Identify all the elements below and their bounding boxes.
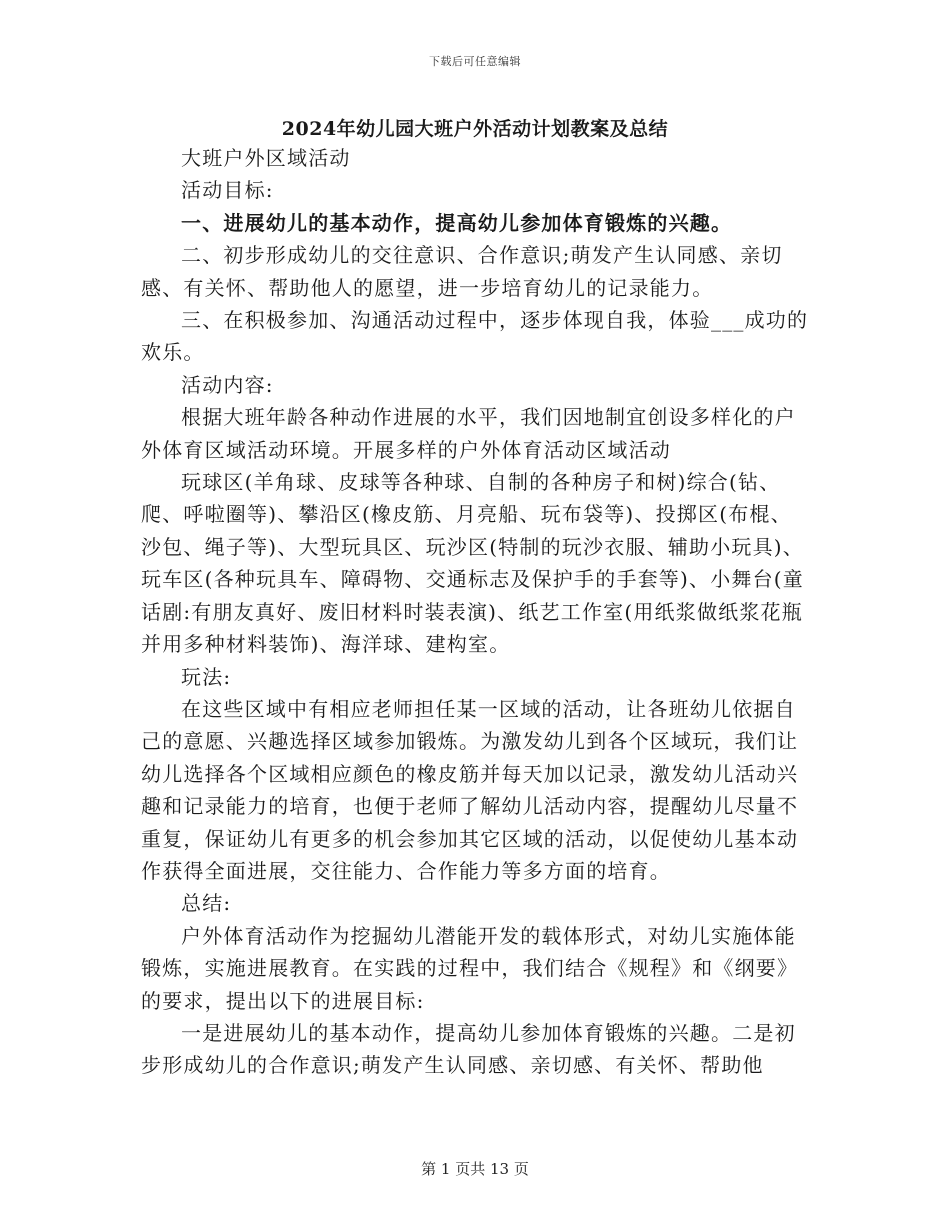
objectives-label: 活动目标: [181,178,274,203]
objective-3: 三、在积极参加、沟通活动过程中，逐步体现自我，体验___成功的欢乐。 [141,308,809,365]
method-label: 玩法: [181,664,232,689]
content-paragraph: 根据大班年龄各种动作进展的水平，我们因地制宜创设多样化的户外体育区域活动环境。开展多样的户外体育活动区域活动 [141,405,796,462]
document-body [141,142,809,1082]
summary-paragraph: 户外体育活动作为挖掘幼儿潜能开发的载体形式，对幼儿实施体能锻炼，实施进展教育。在实践的过程中，我们结合《规程》和《纲要》的要求，提出以下的进展目标: [141,923,799,1013]
objective-2: 二、初步形成幼儿的交往意识、合作意识;萌发产生认同感、亲切感、有关怀、帮助他人的愿望，进一步培育幼儿的记录能力。 [141,243,783,300]
content-label: 活动内容: [181,372,274,397]
method-paragraph: 在这些区域中有相应老师担任某一区域的活动，让各班幼儿依据自己的意愿、兴趣选择区域参加锻炼。为激发幼儿到各个区域玩，我们让幼儿选择各个区域相应颜色的橡皮筋并每天加以记录，激发幼儿活动兴趣和记录能力的培育，也便于老师了解幼儿活动内容，提醒幼儿尽量不重复，保证幼儿有更多的机会参加其它区域的活动，以促使幼儿基本动作获得全面进展，交往能力、合作能力等多方面的培育。 [141,696,799,883]
header-note: 下载后可任意编辑 [429,55,521,68]
areas-paragraph: 玩球区(羊角球、皮球等各种球、自制的各种房子和树)综合(钻、爬、呼啦圈等)、攀沿区(橡皮筋、月亮船、玩布袋等)、投掷区(布棍、沙包、绳子等)、大型玩具区、玩沙区(特制的玩沙衣服、辅助小玩具)、玩车区(各种玩具车、障碍物、交通标志及保护手的手套等)、小舞台(童话剧:有朋友真好、废旧材料时装表演)、纸艺工作室(用纸浆做纸浆花瓶并用多种材料装饰)、海洋球、建构室。 [141,470,805,657]
goals-paragraph: 一是进展幼儿的基本动作，提高幼儿参加体育锻炼的兴趣。二是初步形成幼儿的合作意识;萌发产生认同感、亲切感、有关怀、帮助他 [141,1020,796,1078]
document-title: 2024年幼儿园大班户外活动计划教案及总结 [281,118,669,140]
summary-label: 总结: [181,891,232,916]
objective-1: 一、进展幼儿的基本动作，提高幼儿参加体育锻炼的兴趣。 [181,210,733,235]
section-heading: 大班户外区域活动 [181,146,351,170]
page-footer: 第 1 页共 13 页 [421,1160,529,1178]
